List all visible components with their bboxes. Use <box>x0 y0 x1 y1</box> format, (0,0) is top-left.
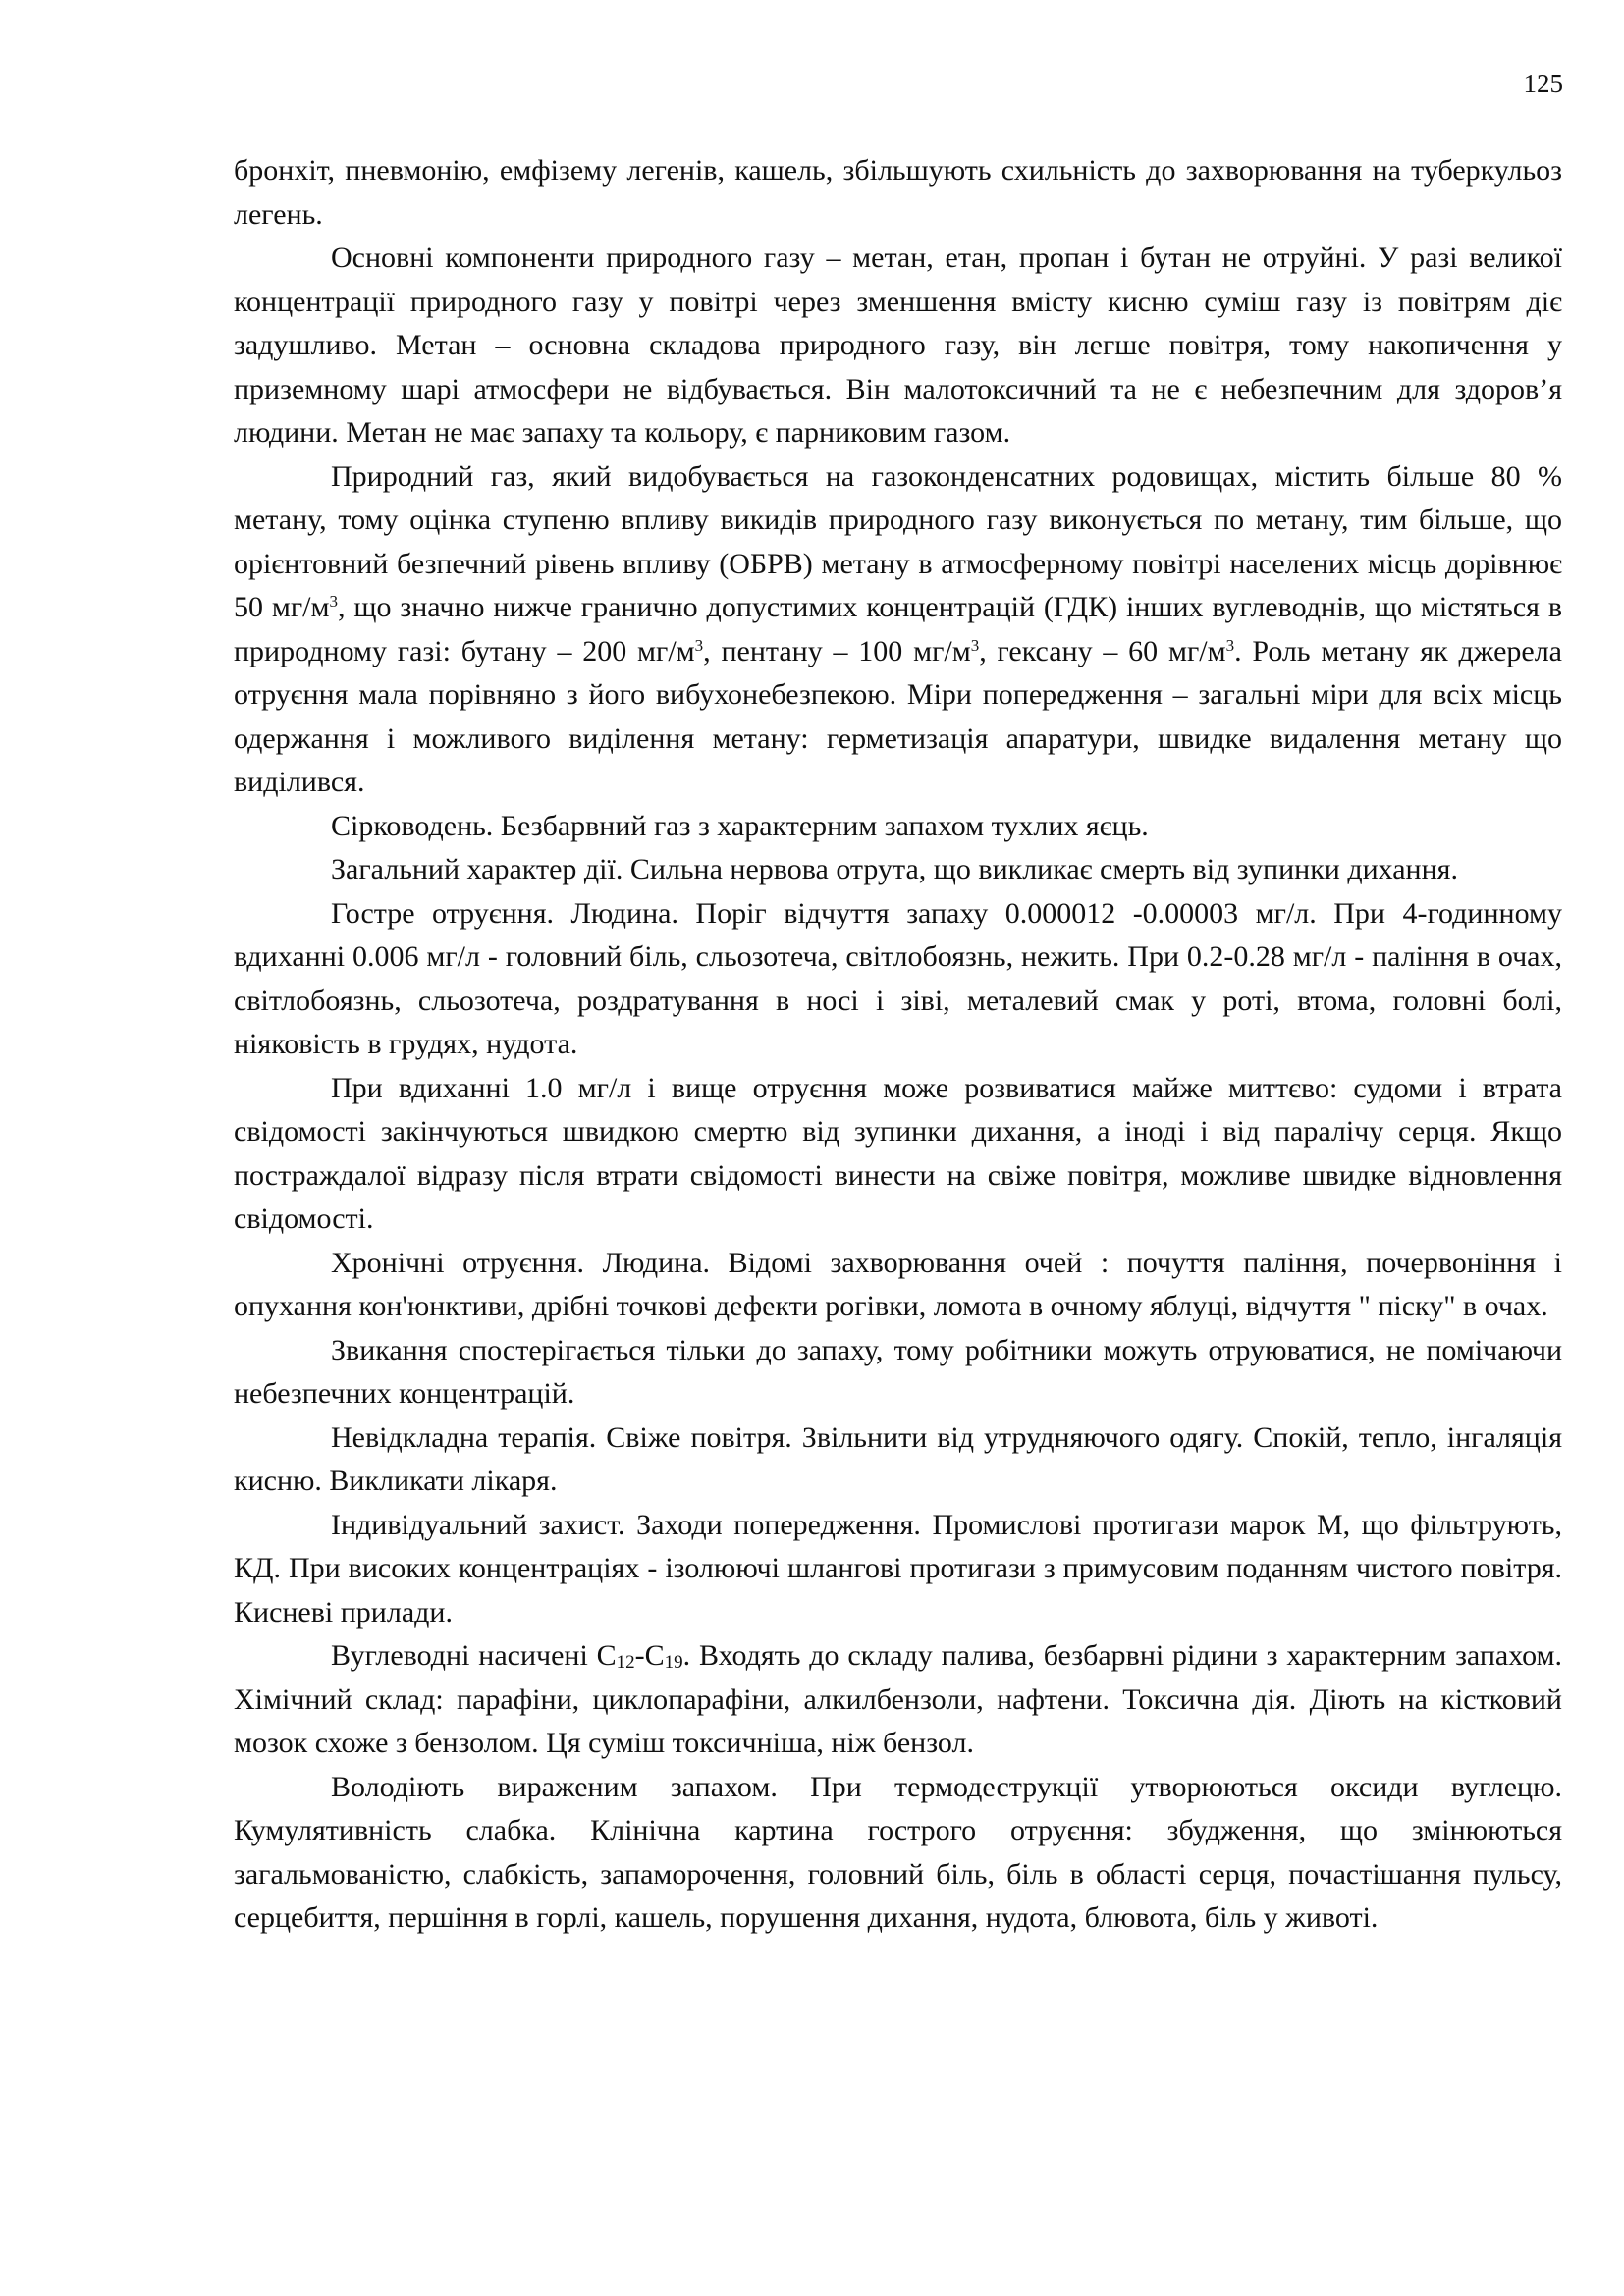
paragraph <box>234 1242 1562 1329</box>
text-run: Володіють вираженим запахом. При термодеструкції утворюються оксиди вуглецю. Кумулятивність слабка. Клінічна картина гострого отруєння: збудження, що змінюються загальмованістю, слабкість, запаморочення, головний біль, біль в області серця, почастішання пульсу, серцебиття, першіння в горлі, кашель, порушення дихання, нудота, блювота, біль у животі. <box>234 1770 1562 1934</box>
text-run: Основні компоненти природного газу – метан, етан, пропан і бутан не отруйні. У разі великої концентрації природного газу у повітрі через зменшення вмісту кисню суміш газу із повітрям діє задушливо. Метан – основна складова природного газу, він легше повітря, тому накопичення у приземному шарі атмосфери не відбувається. Він малотоксичний та не є небезпечним для здоров’я людини. Метан не має запаху та кольору, є парниковим газом. <box>234 241 1562 449</box>
text-run: При вдиханні 1.0 мг/л і вище отруєння може розвиватися майже миттєво: судоми і втрата свідомості закінчуються швидкою смертю від зупинки дихання, а іноді і від паралічу серця. Якщо постраждалої відразу після втрати свідомості винести на свіже повітря, можливе швидке відновлення свідомості. <box>234 1071 1562 1235</box>
paragraph <box>234 1634 1562 1766</box>
paragraph <box>234 1329 1562 1416</box>
subscript: 19 <box>664 1652 683 1673</box>
text-run: Невідкладна терапія. Свіже повітря. Звільнити від утрудняючого одягу. Спокій, тепло, інгаляція кисню. Викликати лікаря. <box>234 1420 1562 1497</box>
text-run: , пентану – 100 мг/м <box>703 634 971 667</box>
text-run: Сірководень. Безбарвний газ з характерним запахом тухлих яєць. <box>331 809 1149 842</box>
paragraph <box>234 1504 1562 1635</box>
body-text <box>234 149 1562 1941</box>
text-run: Загальний характер дії. Сильна нервова отрута, що викликає смерть від зупинки дихання. <box>331 853 1458 885</box>
text-run: Індивідуальний захист. Заходи попередження. Промислові протигази марок М, що фільтрують, КД. При високих концентраціях - ізолюючі шлангові протигази з примусовим поданням чистого повітря. Кисневі прилади. <box>234 1508 1562 1629</box>
paragraph <box>234 892 1562 1067</box>
paragraph <box>234 848 1562 892</box>
paragraph <box>234 1766 1562 1941</box>
page-number: 125 <box>1523 69 1563 98</box>
superscript: 3 <box>970 635 980 655</box>
paragraph <box>234 455 1562 805</box>
text-run: Гостре отруєння. Людина. Поріг відчуття запаху 0.000012 -0.00003 мг/л. При 4-годинному вдиханні 0.006 мг/л - головний біль, сльозотеча, світлобоязнь, нежить. При 0.2-0.28 мг/л - паління в очах, світлобоязнь, сльозотеча, роздратування в носі і зіві, металевий смак у роті, втома, головні болі, ніяковість в грудях, нудота. <box>234 896 1562 1060</box>
paragraph <box>234 1067 1562 1242</box>
text-run: , гексану – 60 мг/м <box>979 634 1226 667</box>
text-run: . Входять до складу палива, безбарвні рідини з характерним запахом. Хімічний склад: парафіни, циклопарафіни, алкилбензоли, нафтени. Токсична дія. Діють на кістковий мозок схоже з бензолом. Ця суміш токсичніша, ніж бензол. <box>234 1639 1562 1759</box>
paragraph <box>234 1416 1562 1504</box>
text-run: Вуглеводні насичені С <box>331 1639 617 1672</box>
paragraph <box>234 805 1562 849</box>
paragraph <box>234 237 1562 455</box>
subscript: 12 <box>616 1652 635 1673</box>
text-run: , що значно нижче гранично допустимих концентрацій (ГДК) інших вуглеводнів, що містяться в природному газі: бутану – 200 мг/м <box>234 591 1562 667</box>
superscript: 3 <box>1225 635 1235 655</box>
text-run: Хронічні отруєння. Людина. Відомі захворювання очей : почуття паління, почервоніння і опухання кон'юнктиви, дрібні точкові дефекти рогівки, ломота в очному яблуці, відчуття " піску" в очах. <box>234 1246 1562 1322</box>
text-run: Звикання спостерігається тільки до запаху, тому робітники можуть отруюватися, не помічаючи небезпечних концентрацій. <box>234 1333 1562 1410</box>
text-run: бронхіт, пневмонію, емфізему легенів, кашель, збільшують схильність до захворювання на туберкульоз легень. <box>234 154 1562 231</box>
text-run: -С <box>634 1639 665 1672</box>
superscript: 3 <box>694 635 704 655</box>
text-run: . Роль метану як джерела отруєння мала порівняно з його вибухонебезпекою. Міри попередження – загальні міри для всіх місць одержання і можливого виділення метану: герметизація апаратури, швидке видалення метану що виділився. <box>234 634 1562 798</box>
text-run: Природний газ, який видобувається на газоконденсатних родовищах, містить більше 80 % метану, тому оцінка ступеню впливу викидів природного газу виконується по метану, тим більше, що орієнтовний безпечний рівень впливу (ОБРВ) метану в атмосферному повітрі населених місць дорівнює 50 мг/м <box>234 459 1562 623</box>
superscript: 3 <box>329 592 338 611</box>
paragraph <box>234 149 1562 237</box>
